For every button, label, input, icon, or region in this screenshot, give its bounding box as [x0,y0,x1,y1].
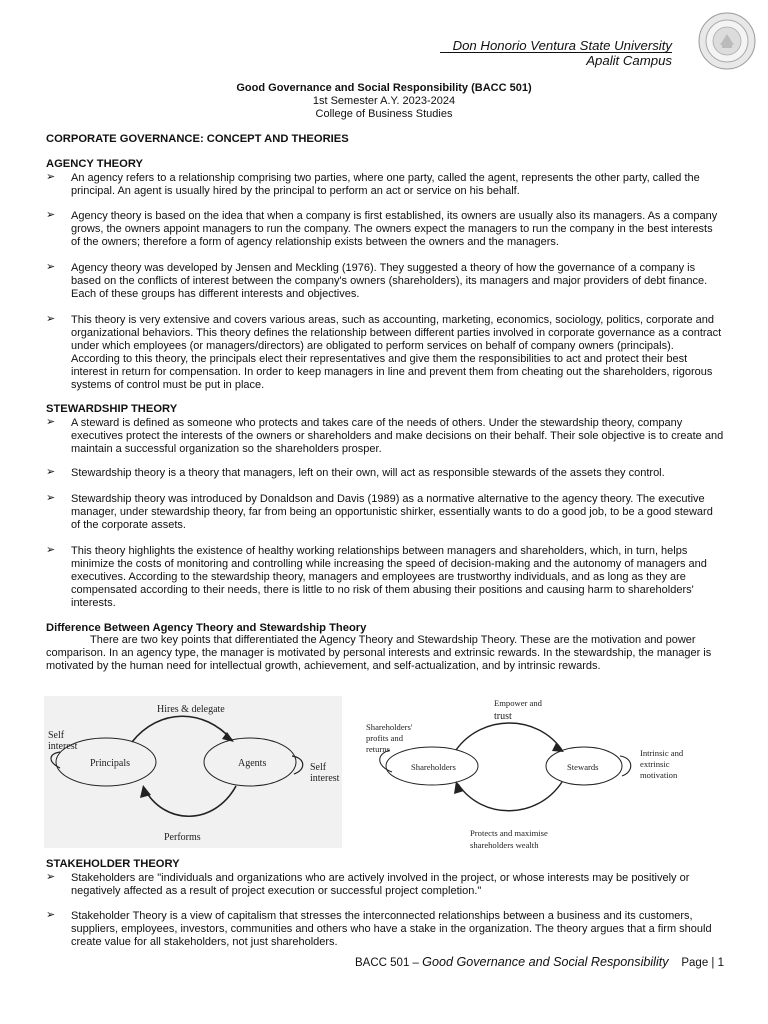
agency-bullet-2: ➢ Agency theory is based on the idea that when a company is first established, its owners are usually also its managers. As a company grows, the owners appoint managers to run the company. The owners expect the managers to run the company in the best interests of the owners; therefore a form of agency relationship exists between the owners and the managers. [46,209,718,248]
stewardship-theory-diagram [362,694,692,854]
agency-bullet-1: ➢ An agency refers to a relationship comprising two parties, where one party, called the agent, represents the other party, called the principal. An agent is usually hired by the principal to perform an act or service on his behalf. [46,171,700,197]
difference-heading: Difference Between Agency Theory and Stewardship Theory [46,622,367,634]
stakeholder-bullet-2: ➢ Stakeholder Theory is a view of capitalism that stresses the interconnected relationships between a business and its customers, suppliers, employees, investors, communities and others who have a stake in the organization. The theory argues that a firm should create value for all stakeholders, not just shareholders. [46,909,712,948]
empower-label-1: Empower and [494,698,542,708]
profits-label-2: profits and [366,733,403,743]
bullet-arrow-icon: ➢ [46,171,56,183]
bullet-arrow-icon: ➢ [46,261,56,273]
bullet-arrow-icon: ➢ [46,544,56,556]
protects-label-1: Protects and maximise [470,828,548,838]
stewardship-heading: STEWARDSHIP THEORY [46,403,178,415]
performs-label: Performs [164,832,201,843]
semester: 1st Semester A.Y. 2023-2024 [312,95,456,107]
self-interest-left-2: interest [48,741,78,752]
stewardship-bullet-1: ➢ A steward is defined as someone who protects and takes care of the needs of others. Under the stewardship theory, company executives protect the interests of the owners or shareholders and make decisions on their behalf. Their sole objective is to create and maintain a successful organization so the shareholders prosper. [46,416,724,455]
university-seal-icon [698,12,756,70]
profits-label-3: returns [366,744,390,754]
bullet-arrow-icon: ➢ [46,909,56,921]
page-number: Page | 1 [681,957,724,969]
shareholders-label: Shareholders [411,762,456,772]
footer-course-code: BACC 501 – [355,957,419,969]
empower-label-2: trust [494,711,512,722]
self-interest-right-1: Self [310,762,327,773]
agency-theory-diagram [44,696,342,848]
protects-label-2: shareholders wealth [470,840,539,850]
agency-heading: AGENCY THEORY [46,158,143,170]
stewards-label: Stewards [567,762,599,772]
bullet-arrow-icon: ➢ [46,871,56,883]
difference-paragraph: There are two key points that differentiated the Agency Theory and Stewardship Theory. These are the motivation and power comparison. In an agency type, the manager is motivated by personal interests and extrinsic rewards. In the stewardship, the manager is motivated by the human need for intellectual growth, achievement, and self-actualization, and by intrinsic rewards. [46,634,712,672]
college: College of Business Studies [315,108,453,120]
bullet-arrow-icon: ➢ [46,492,56,504]
intrinsic-label-1: Intrinsic and [640,748,684,758]
stakeholder-heading: STAKEHOLDER THEORY [46,858,180,870]
course-title: Good Governance and Social Responsibility (BACC 501) [236,82,532,94]
university-name: Don Honorio Ventura State University [452,38,672,53]
agents-label: Agents [238,758,267,769]
intrinsic-label-2: extrinsic [640,759,670,769]
profits-label-1: Shareholders' [366,722,413,732]
campus-name: Apalit Campus [440,52,672,68]
bullet-arrow-icon: ➢ [46,209,56,221]
self-interest-right-2: interest [310,773,340,784]
footer-title: Good Governance and Social Responsibility [422,955,669,969]
stakeholder-bullet-1: ➢ Stakeholders are "individuals and organizations who are actively involved in the project, or whose interests may be positively or negatively affected as a result of project execution or successful project completion." [46,871,690,897]
agency-bullet-3: ➢ Agency theory was developed by Jensen and Meckling (1976). They suggested a theory of how the governance of a company is based on the conflicts of interest between the company's owners (shareholders), its managers and major providers of debt finance. Each of these groups has different interests and objectives. [46,261,708,300]
hires-label: Hires & delegate [157,704,225,715]
stewardship-bullet-4: ➢ This theory highlights the existence of healthy working relationships between managers and shareholders, which, in turn, helps minimize the costs of monitoring and controlling while increasing the speed of decision-making and the autonomy of managers and executives. According to the stewardship theory, managers and employees are trustworthy individuals, and as long as they are compensated according to their needs, there is little to no risk of them abusing their positions and causing harm to shareholders' interests. [46,544,707,609]
page-footer [355,955,724,969]
stewardship-bullet-2: ➢ Stewardship theory is a theory that managers, left on their own, will act as responsible stewards of the assets they control. [46,466,665,479]
agency-bullet-4: ➢ This theory is very extensive and covers various areas, such as accounting, marketing, economics, sociology, politics, corporate and organizational behaviors. This theory defines the relationship between different parties involved in corporate governance as a contract under which employees (or managers/directors) are obligated to perform services on behalf of company owners (principals). According to this theory, the principals elect their representatives and give them the responsibilities to act and protect their best interest in return for compensation. In order to keep managers in line and prevent them from cheating out the shareholders, rigorous systems of control must be put in place. [46,313,722,391]
intrinsic-label-3: motivation [640,770,678,780]
bullet-arrow-icon: ➢ [46,466,56,478]
self-interest-left-1: Self [48,730,65,741]
bullet-arrow-icon: ➢ [46,313,56,325]
stewardship-bullet-3: ➢ Stewardship theory was introduced by Donaldson and Davis (1989) as a normative alternative to the agency theory. The executive manager, under stewardship theory, far from being an opportunistic shirker, essentially wants to do a good job, to be a good steward of the corporate assets. [46,492,713,531]
principals-label: Principals [90,758,130,769]
bullet-arrow-icon: ➢ [46,416,56,428]
main-heading: CORPORATE GOVERNANCE: CONCEPT AND THEORIES [46,133,349,145]
